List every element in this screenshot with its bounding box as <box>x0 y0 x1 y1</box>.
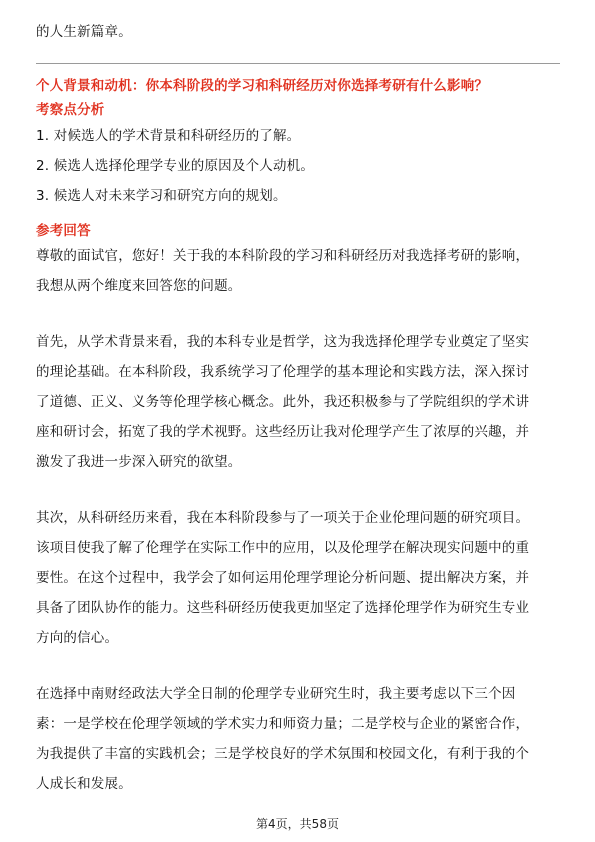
answer-opening-line: 我想从两个维度来回答您的问题。 <box>36 278 242 294</box>
paragraph-2-line: 要性。在这个过程中，我学会了如何运用伦理学理论分析问题、提出解决方案，并 <box>36 570 530 586</box>
analysis-point: 2. 候选人选择伦理学专业的原因及个人动机。 <box>36 158 315 174</box>
question-heading: 个人背景和动机：你本科阶段的学习和科研经历对你选择考研有什么影响？ <box>36 78 489 94</box>
paragraph-3-line: 人成长和发展。 <box>36 776 132 792</box>
answer-heading: 参考回答 <box>36 223 91 239</box>
paragraph-1-line: 首先，从学术背景来看，我的本科专业是哲学，这为我选择伦理学专业奠定了坚实 <box>36 334 530 350</box>
paragraph-2-line: 具备了团队协作的能力。这些科研经历使我更加坚定了选择伦理学作为研究生专业 <box>36 600 530 616</box>
paragraph-3-line: 为我提供了丰富的实践机会；三是学校良好的学术氛围和校园文化，有利于我的个 <box>36 746 530 762</box>
paragraph-2-line: 其次，从科研经历来看，我在本科阶段参与了一项关于企业伦理问题的研究项目。 <box>36 510 530 526</box>
page-number-footer: 第4页，共58页 <box>256 817 339 831</box>
analysis-heading: 考察点分析 <box>36 102 105 118</box>
paragraph-1-line: 座和研讨会，拓宽了我的学术视野。这些经历让我对伦理学产生了浓厚的兴趣，并 <box>36 424 530 440</box>
paragraph-1-line: 的理论基础。在本科阶段，我系统学习了伦理学的基本理论和实践方法，深入探讨 <box>36 364 530 380</box>
paragraph-2-line: 该项目使我了解了伦理学在实际工作中的应用，以及伦理学在解决现实问题中的重 <box>36 540 530 556</box>
paragraph-1-line: 了道德、正义、义务等伦理学核心概念。此外，我还积极参与了学院组织的学术讲 <box>36 394 530 410</box>
paragraph-1-line: 激发了我进一步深入研究的欲望。 <box>36 454 242 470</box>
analysis-point: 3. 候选人对未来学习和研究方向的规划。 <box>36 188 287 204</box>
section-divider <box>36 63 560 64</box>
answer-opening-line: 尊敬的面试官，您好！关于我的本科阶段的学习和科研经历对我选择考研的影响， <box>36 248 530 264</box>
paragraph-3-line: 在选择中南财经政法大学全日制的伦理学专业研究生时，我主要考虑以下三个因 <box>36 686 516 702</box>
analysis-point: 1. 对候选人的学术背景和科研经历的了解。 <box>36 128 301 144</box>
paragraph-2-line: 方向的信心。 <box>36 630 119 646</box>
intro-tail-text: 的人生新篇章。 <box>36 24 132 40</box>
paragraph-3-line: 素：一是学校在伦理学领域的学术实力和师资力量；二是学校与企业的紧密合作， <box>36 716 530 732</box>
